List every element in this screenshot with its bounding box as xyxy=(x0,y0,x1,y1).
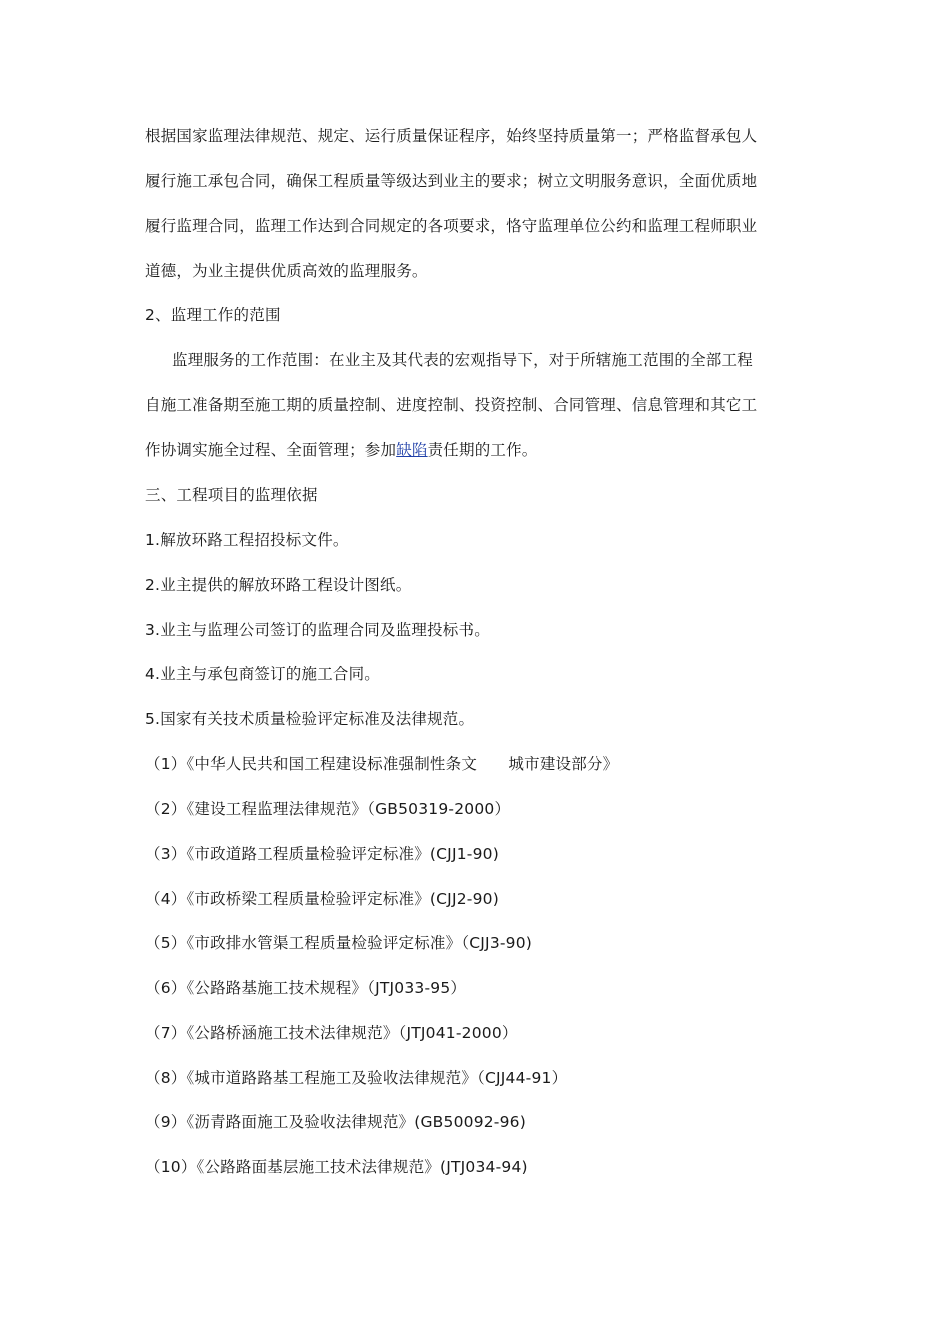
paragraph-line: 履行监理合同，监理工作达到合同规定的各项要求，恪守监理单位公约和监理工程师职业 xyxy=(145,217,758,235)
text-span: 责任期的工作。 xyxy=(427,441,538,459)
standard-item: （2）《建设工程监理法律规范》（GB50319-2000） xyxy=(145,800,511,818)
standard-item: （5）《市政排水管渠工程质量检验评定标准》（CJJ3-90) xyxy=(145,934,533,952)
standard-item: （3）《市政道路工程质量检验评定标准》(CJJ1-90) xyxy=(145,845,499,863)
text-span: 作协调实施全过程、全面管理；参加 xyxy=(145,441,397,459)
paragraph-line: 自施工准备期至施工期的质量控制、进度控制、投资控制、合同管理、信息管理和其它工 xyxy=(145,396,758,414)
standard-item: （4）《市政桥梁工程质量检验评定标准》(CJJ2-90) xyxy=(145,890,499,908)
paragraph-line: 履行施工承包合同，确保工程质量等级达到业主的要求；树立文明服务意识，全面优质地 xyxy=(145,172,758,190)
list-item: 3.业主与监理公司签订的监理合同及监理投标书。 xyxy=(145,621,490,639)
paragraph-line: 道德，为业主提供优质高效的监理服务。 xyxy=(145,262,428,280)
list-item: 1.解放环路工程招投标文件。 xyxy=(145,531,349,549)
standard-item: （1）《中华人民共和国工程建设标准强制性条文 城市建设部分》 xyxy=(145,755,619,773)
list-item: 2.业主提供的解放环路工程设计图纸。 xyxy=(145,576,412,594)
standard-item: （8）《城市道路路基工程施工及验收法律规范》（CJJ44-91） xyxy=(145,1069,568,1087)
standard-item: （9）《沥青路面施工及验收法律规范》(GB50092-96) xyxy=(145,1113,526,1131)
standard-item: （7）《公路桥涵施工技术法律规范》（JTJ041-2000） xyxy=(145,1024,518,1042)
defect-link[interactable]: 缺陷 xyxy=(396,441,428,459)
standard-item: （10）《公路路面基层施工技术法律规范》(JTJ034-94) xyxy=(145,1158,528,1176)
paragraph-line xyxy=(145,440,815,460)
list-item: 4.业主与承包商签订的施工合同。 xyxy=(145,665,380,683)
section-heading: 三、工程项目的监理依据 xyxy=(145,486,318,504)
standard-item: （6）《公路路基施工技术规程》（JTJ033-95） xyxy=(145,979,467,997)
paragraph-line: 根据国家监理法律规范、规定、运行质量保证程序，始终坚持质量第一；严格监督承包人 xyxy=(145,127,758,145)
section-heading: 2、监理工作的范围 xyxy=(145,306,281,324)
list-item: 5.国家有关技术质量检验评定标准及法律规范。 xyxy=(145,710,475,728)
paragraph-line: 监理服务的工作范围：在业主及其代表的宏观指导下，对于所辖施工范围的全部工程 xyxy=(172,351,753,369)
